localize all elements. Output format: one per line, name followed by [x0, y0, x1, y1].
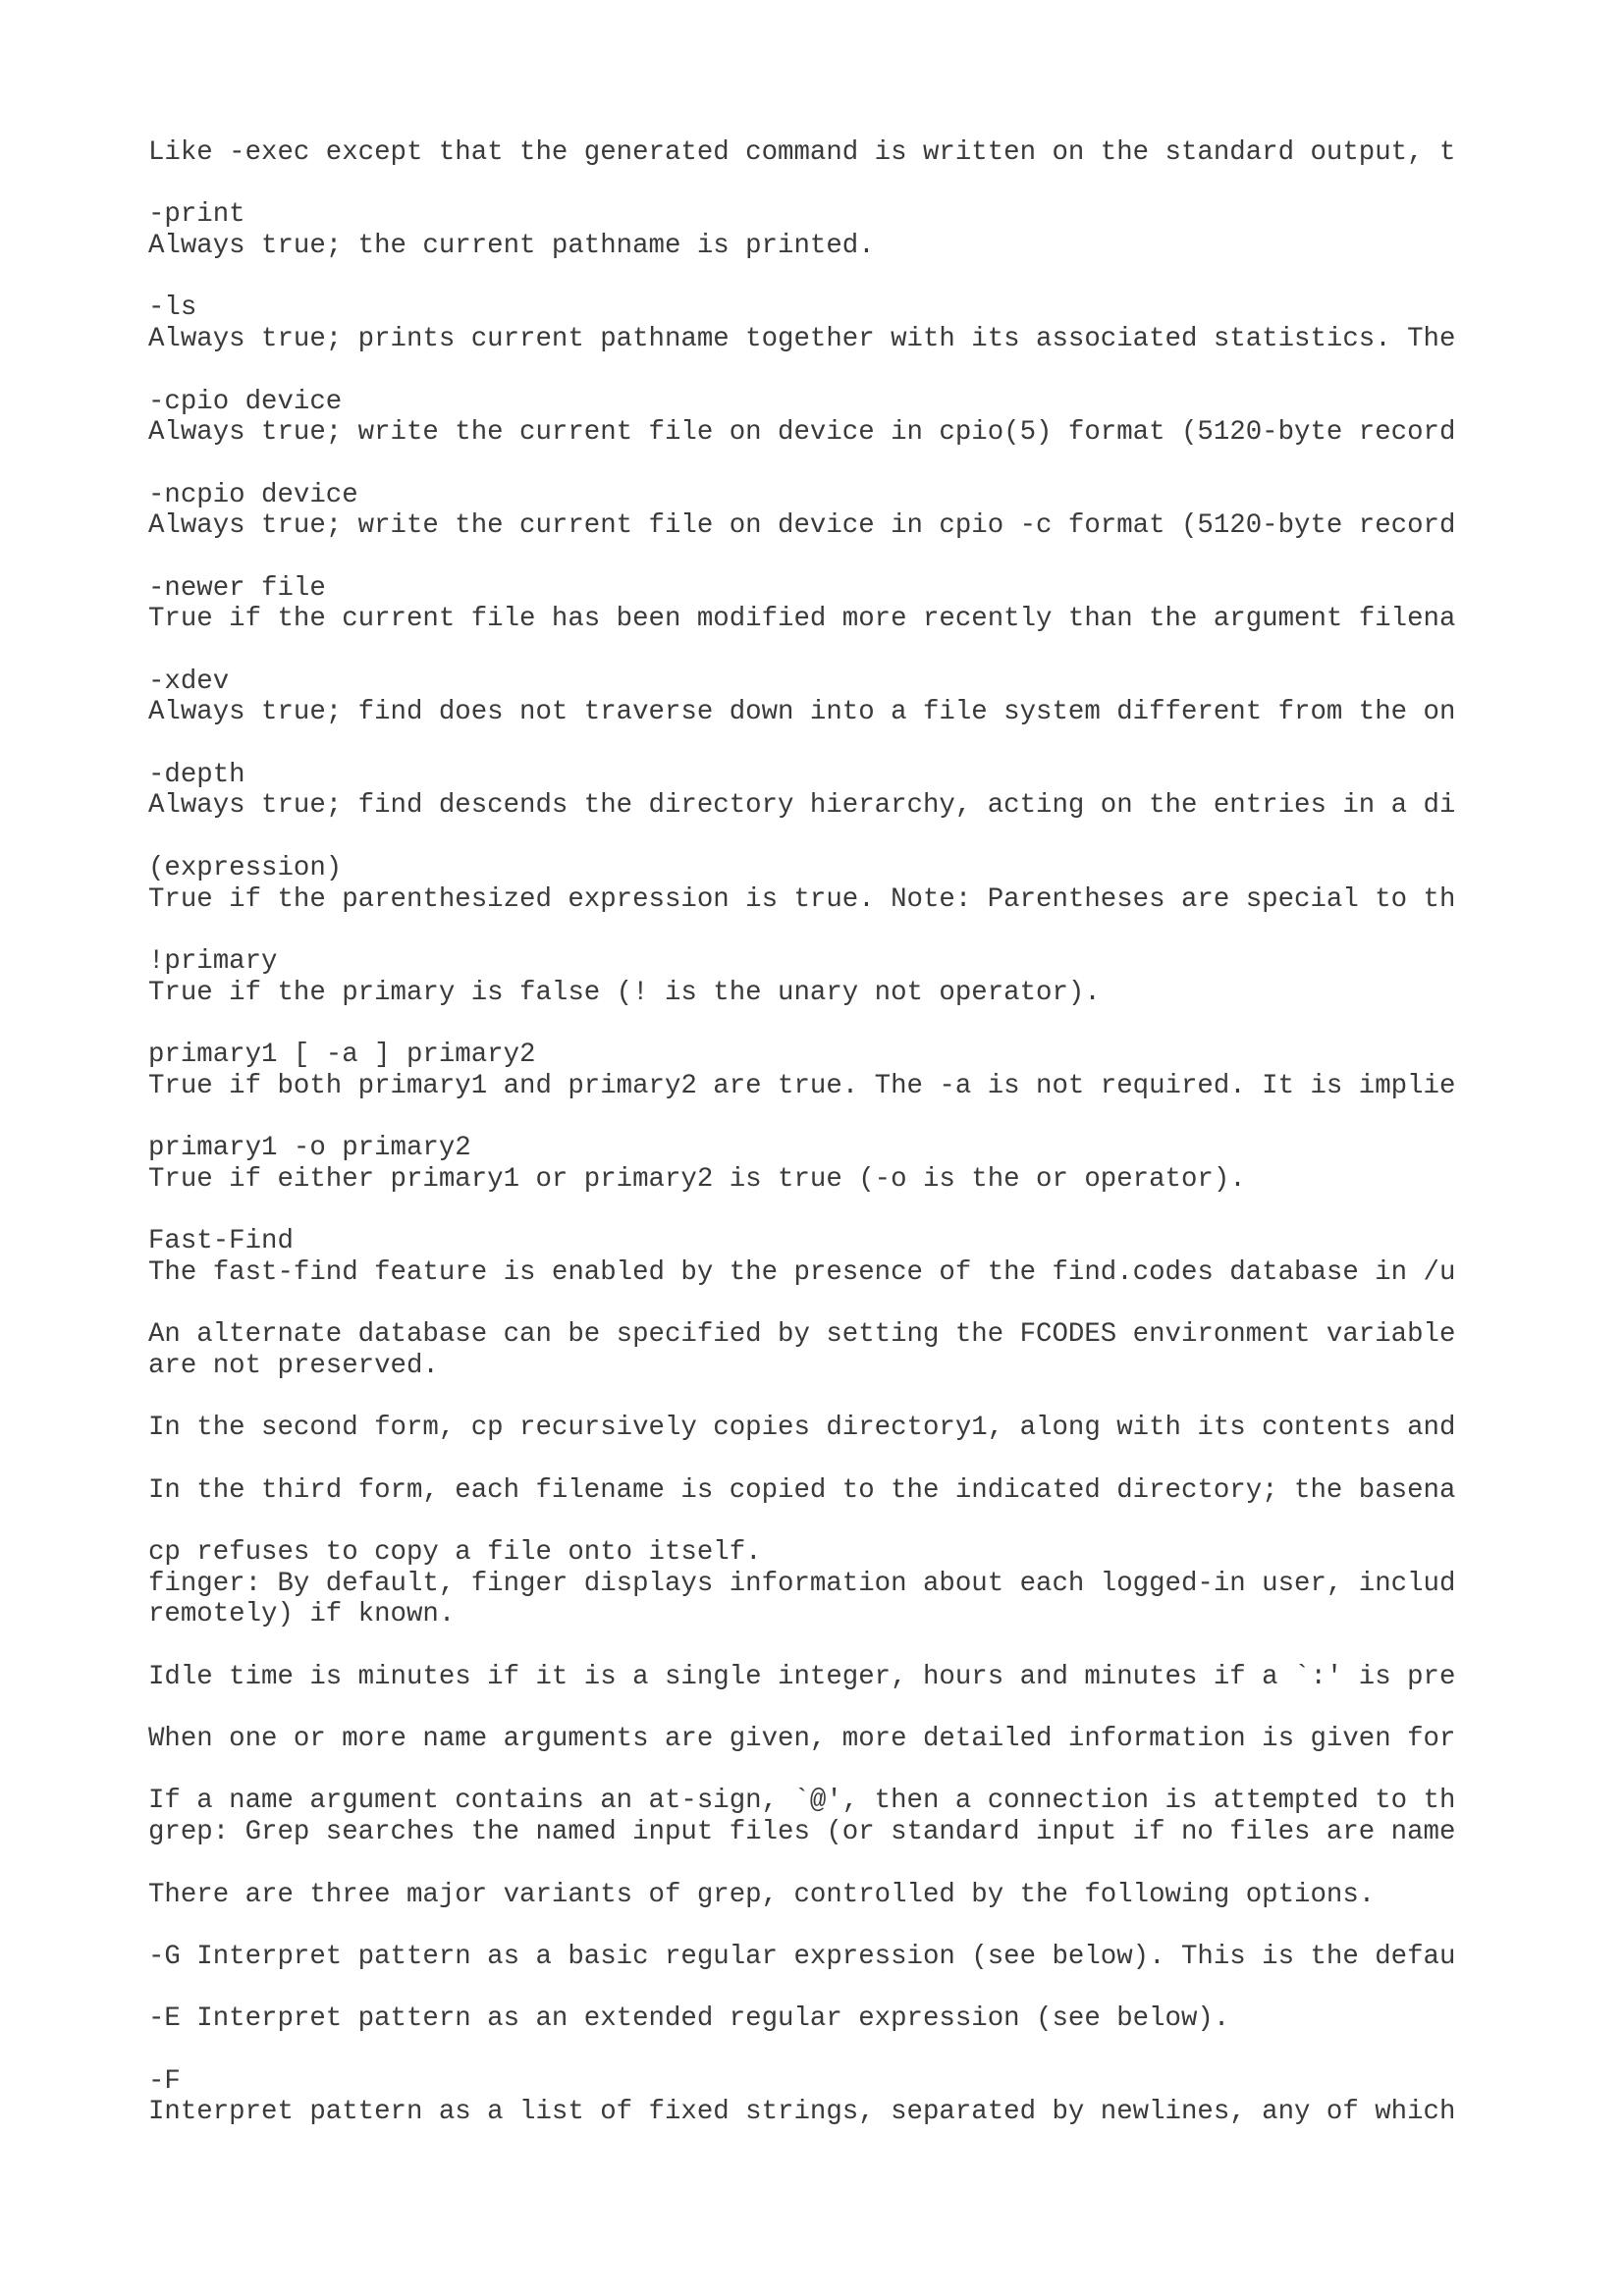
text-line: remotely) if known. — [148, 1599, 456, 1630]
paragraph — [148, 1537, 1481, 1630]
option-description: True if either primary1 or primary2 is true (-o is the or operator). — [148, 1163, 1246, 1195]
option-description: True if both primary1 and primary2 are true. The -a is not required. It is implie — [148, 1070, 1456, 1101]
text-line: finger: By default, finger displays information about each logged-in user, includ — [148, 1568, 1456, 1599]
text-line: -E Interpret pattern as an extended regular expression (see below). — [148, 2003, 1230, 2035]
paragraph — [148, 387, 1481, 449]
paragraph — [148, 1226, 1481, 1288]
option-name: -ncpio device — [148, 479, 358, 510]
option-description: True if the primary is false (! is the unary not operator). — [148, 977, 1101, 1008]
paragraph-gap — [148, 355, 1481, 387]
paragraph-gap — [148, 1288, 1481, 1319]
option-description: Always true; write the current file on device in cpio -c format (5120-byte record — [148, 510, 1456, 542]
paragraph-gap — [148, 635, 1481, 667]
paragraph-gap — [148, 1755, 1481, 1787]
text-line: In the second form, cp recursively copies directory1, along with its contents and — [148, 1413, 1456, 1444]
paragraph — [148, 1942, 1481, 1973]
text-line: Like -exec except that the generated command is written on the standard output, t — [148, 137, 1456, 168]
text-line: -G Interpret pattern as a basic regular expression (see below). This is the defau — [148, 1941, 1456, 1972]
text-line: An alternate database can be specified by setting the FCODES environment variable — [148, 1319, 1456, 1351]
paragraph-gap — [148, 728, 1481, 760]
paragraph-gap — [148, 1910, 1481, 1942]
paragraph — [148, 293, 1481, 354]
paragraph — [148, 573, 1481, 635]
option-description: Always true; the current pathname is printed. — [148, 231, 875, 262]
paragraph-gap — [148, 1382, 1481, 1414]
paragraph — [148, 1786, 1481, 1847]
paragraph-gap — [148, 1195, 1481, 1226]
paragraph — [148, 480, 1481, 542]
option-name: (expression) — [148, 852, 343, 883]
option-description: Interpret pattern as a list of fixed strings, separated by newlines, any of which — [148, 2097, 1456, 2128]
paragraph — [148, 1724, 1481, 1755]
option-name: -F — [148, 2065, 181, 2097]
paragraph-gap — [148, 1973, 1481, 2004]
paragraph-gap — [148, 822, 1481, 853]
paragraph — [148, 946, 1481, 1008]
option-description: True if the parenthesized expression is true. Note: Parentheses are special to th — [148, 883, 1456, 915]
option-description: Always true; find descends the directory hierarchy, acting on the entries in a di — [148, 790, 1456, 822]
paragraph — [148, 1040, 1481, 1101]
text-line: In the third form, each filename is copied to the indicated directory; the basena — [148, 1474, 1456, 1506]
text-line: cp refuses to copy a file onto itself. — [148, 1536, 762, 1568]
paragraph — [148, 1662, 1481, 1693]
section-heading: Fast-Find — [148, 1226, 294, 1257]
option-description: Always true; find does not traverse down into a file system different from the on — [148, 697, 1456, 728]
text-line: Idle time is minutes if it is a single integer, hours and minutes if a `:' is pre — [148, 1661, 1456, 1692]
paragraph-gap — [148, 1506, 1481, 1537]
paragraph-gap — [148, 1848, 1481, 1880]
paragraph-gap — [148, 1630, 1481, 1662]
paragraph-gap — [148, 169, 1481, 200]
paragraph — [148, 1413, 1481, 1444]
text-line: are not preserved. — [148, 1350, 439, 1381]
option-name: -depth — [148, 759, 245, 790]
paragraph-gap — [148, 2035, 1481, 2066]
paragraph — [148, 199, 1481, 261]
option-name: -ls — [148, 293, 197, 324]
option-name: !primary — [148, 945, 278, 977]
option-description: Always true; write the current file on device in cpio(5) format (5120-byte record — [148, 417, 1456, 449]
paragraph — [148, 1880, 1481, 1911]
paragraph-gap — [148, 1101, 1481, 1133]
option-description: True if the current file has been modified more recently than the argument filena — [148, 604, 1456, 635]
paragraph — [148, 2066, 1481, 2128]
text-line: The fast-find feature is enabled by the presence of the find.codes database in /u — [148, 1256, 1456, 1288]
option-name: primary1 -o primary2 — [148, 1133, 471, 1163]
paragraph — [148, 1133, 1481, 1195]
paragraph — [148, 1319, 1481, 1381]
option-name: -newer file — [148, 572, 326, 604]
paragraph-gap — [148, 542, 1481, 573]
paragraph-gap — [148, 1444, 1481, 1475]
text-line: When one or more name arguments are given, more detailed information is given for — [148, 1724, 1456, 1755]
option-description: Always true; prints current pathname together with its associated statistics. The — [148, 324, 1456, 355]
paragraph-gap — [148, 1008, 1481, 1040]
option-name: -xdev — [148, 666, 230, 697]
paragraph — [148, 853, 1481, 915]
paragraph-gap — [148, 449, 1481, 480]
option-name: primary1 [ -a ] primary2 — [148, 1039, 536, 1070]
paragraph — [148, 667, 1481, 728]
paragraph — [148, 1475, 1481, 1507]
text-line: grep: Grep searches the named input files (or standard input if no files are name — [148, 1817, 1456, 1848]
paragraph-gap — [148, 915, 1481, 946]
paragraph — [148, 2003, 1481, 2035]
paragraph-gap — [148, 262, 1481, 294]
paragraph — [148, 137, 1481, 169]
text-line: There are three major variants of grep, controlled by the following options. — [148, 1879, 1376, 1910]
text-line: If a name argument contains an at-sign, `@', then a connection is attempted to th — [148, 1786, 1456, 1817]
option-name: -cpio device — [148, 386, 343, 417]
paragraph — [148, 760, 1481, 822]
paragraph-gap — [148, 1692, 1481, 1724]
document-body — [148, 137, 1481, 2128]
option-name: -print — [148, 199, 245, 231]
